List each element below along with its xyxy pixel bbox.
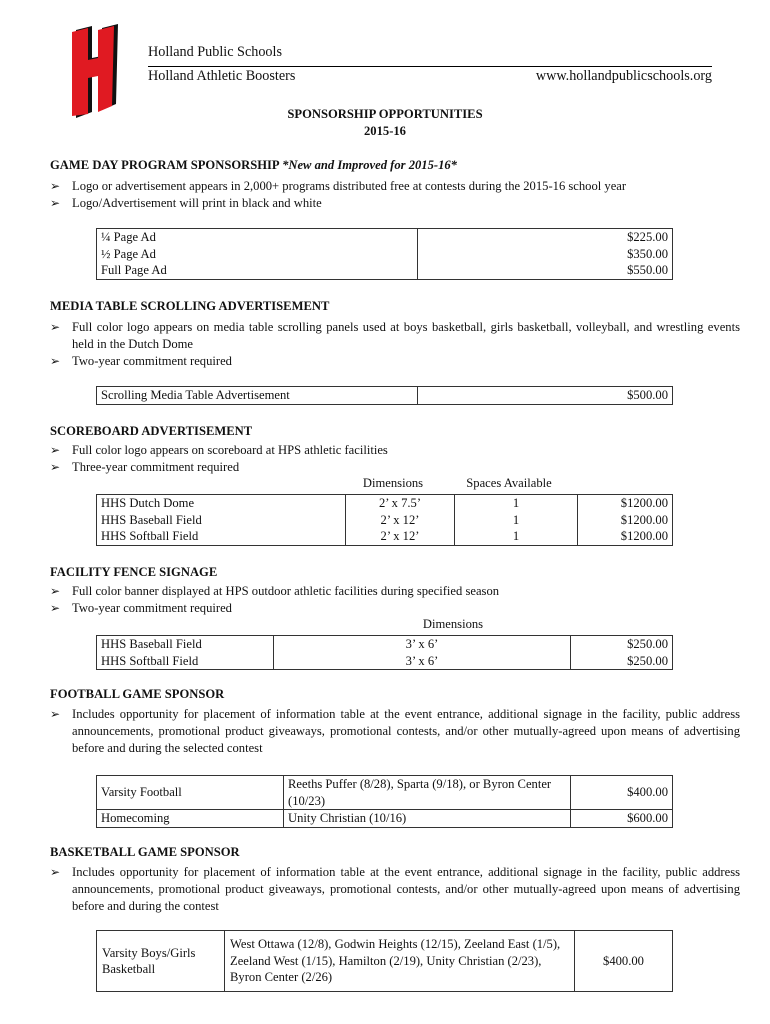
- price-cell: $1200.00 $1200.00 $1200.00: [578, 495, 673, 546]
- column-header-dimensions: Dimensions: [422, 617, 484, 631]
- table-row: [97, 776, 673, 810]
- dimension-cell: 2’ x 7.5’ 2’ x 12’ 2’ x 12’: [346, 495, 455, 546]
- bullet: ➢ Two-year commitment required: [50, 354, 232, 368]
- games-cell: West Ottawa (12/8), Godwin Heights (12/15), Zeeland East (1/5), Zeeland West (1/15), Hamilton (2/19), Unity Christian (2/23), Byron Center (2/26): [225, 931, 575, 992]
- bullet: ➢ Full color banner displayed at HPS outdoor athletic facilities during specified season: [50, 584, 500, 598]
- price-cell: $400.00: [571, 776, 673, 810]
- bullet: ➢ Includes opportunity for placement of information table at the event entrance, additional signage in the facility, public address announcements, promotional product giveaways, promotional contests, and/or other mutually-agreed upon means of advertising before and during the contest: [50, 865, 740, 913]
- football-price-table: [96, 775, 673, 828]
- letter-h-logo-icon: [68, 24, 122, 118]
- bullet: ➢ Three-year commitment required: [50, 460, 240, 474]
- bullet: ➢ Two-year commitment required: [50, 601, 232, 615]
- bullet: ➢ Includes opportunity for placement of information table at the event entrance, additional signage in the facility, public address announcements, promotional product giveaways, promotional contests, and/or other mutually-agreed upon means of advertising before and during the selected contest: [50, 707, 740, 755]
- price-cell: $250.00 $250.00: [571, 636, 673, 670]
- column-header-dimensions: Dimensions: [362, 476, 424, 490]
- price-cell: $225.00 $350.00 $550.00: [418, 229, 673, 280]
- item-cell: ¼ Page Ad ½ Page Ad Full Page Ad: [97, 229, 418, 280]
- section-heading-program: GAME DAY PROGRAM SPONSORSHIP *New and Improved for 2015-16*: [50, 158, 457, 172]
- document-year: 2015-16: [364, 124, 406, 138]
- column-header-spaces: Spaces Available: [466, 476, 552, 490]
- document-title: SPONSORSHIP OPPORTUNITIES: [287, 107, 483, 121]
- website-link[interactable]: www.hollandpublicschools.org: [535, 68, 712, 84]
- section-heading-football: FOOTBALL GAME SPONSOR: [50, 687, 225, 701]
- section-heading-fence: FACILITY FENCE SIGNAGE: [50, 565, 218, 579]
- media-price-table: [96, 386, 673, 405]
- section-heading-basketball: BASKETBALL GAME SPONSOR: [50, 845, 240, 859]
- price-cell: $600.00: [571, 810, 673, 828]
- item-cell: Varsity Boys/Girls Basketball: [97, 931, 225, 992]
- table-row: [97, 810, 673, 828]
- item-cell: HHS Dutch Dome HHS Baseball Field HHS Softball Field: [97, 495, 346, 546]
- bullet: ➢ Logo/Advertisement will print in black and white: [50, 196, 322, 210]
- bullet: ➢ Logo or advertisement appears in 2,000+ programs distributed free at contests during the 2015-16 school year: [50, 179, 627, 193]
- table-row: [97, 495, 673, 546]
- item-cell: HHS Baseball Field HHS Softball Field: [97, 636, 274, 670]
- dimension-cell: 3’ x 6’ 3’ x 6’: [274, 636, 571, 670]
- org-name: Holland Public Schools: [148, 44, 282, 60]
- item-cell: Homecoming: [97, 810, 284, 828]
- fence-price-table: [96, 635, 673, 670]
- spaces-cell: 1 1 1: [455, 495, 578, 546]
- games-cell: Unity Christian (10/16): [284, 810, 571, 828]
- program-price-table: [96, 228, 673, 280]
- item-cell: Scrolling Media Table Advertisement: [97, 387, 418, 405]
- table-row: [97, 387, 673, 405]
- bullet: ➢ Full color logo appears on scoreboard at HPS athletic facilities: [50, 443, 388, 457]
- basketball-price-table: [96, 930, 673, 992]
- bullet: ➢ Full color logo appears on media table scrolling panels used at boys basketball, girls basketball, volleyball, and wrestling events held in the Dutch Dome: [50, 320, 740, 351]
- section-heading-scoreboard: SCOREBOARD ADVERTISEMENT: [50, 424, 253, 438]
- item-cell: Varsity Football: [97, 776, 284, 810]
- section-heading-media: MEDIA TABLE SCROLLING ADVERTISEMENT: [50, 299, 330, 313]
- games-cell: Reeths Puffer (8/28), Sparta (9/18), or Byron Center (10/23): [284, 776, 571, 810]
- header-rule: [148, 66, 712, 67]
- scoreboard-price-table: [96, 494, 673, 546]
- table-row: [97, 636, 673, 670]
- table-row: [97, 229, 673, 280]
- price-cell: $400.00: [575, 931, 673, 992]
- price-cell: $500.00: [418, 387, 673, 405]
- table-row: [97, 931, 673, 992]
- boosters-name: Holland Athletic Boosters: [148, 68, 296, 84]
